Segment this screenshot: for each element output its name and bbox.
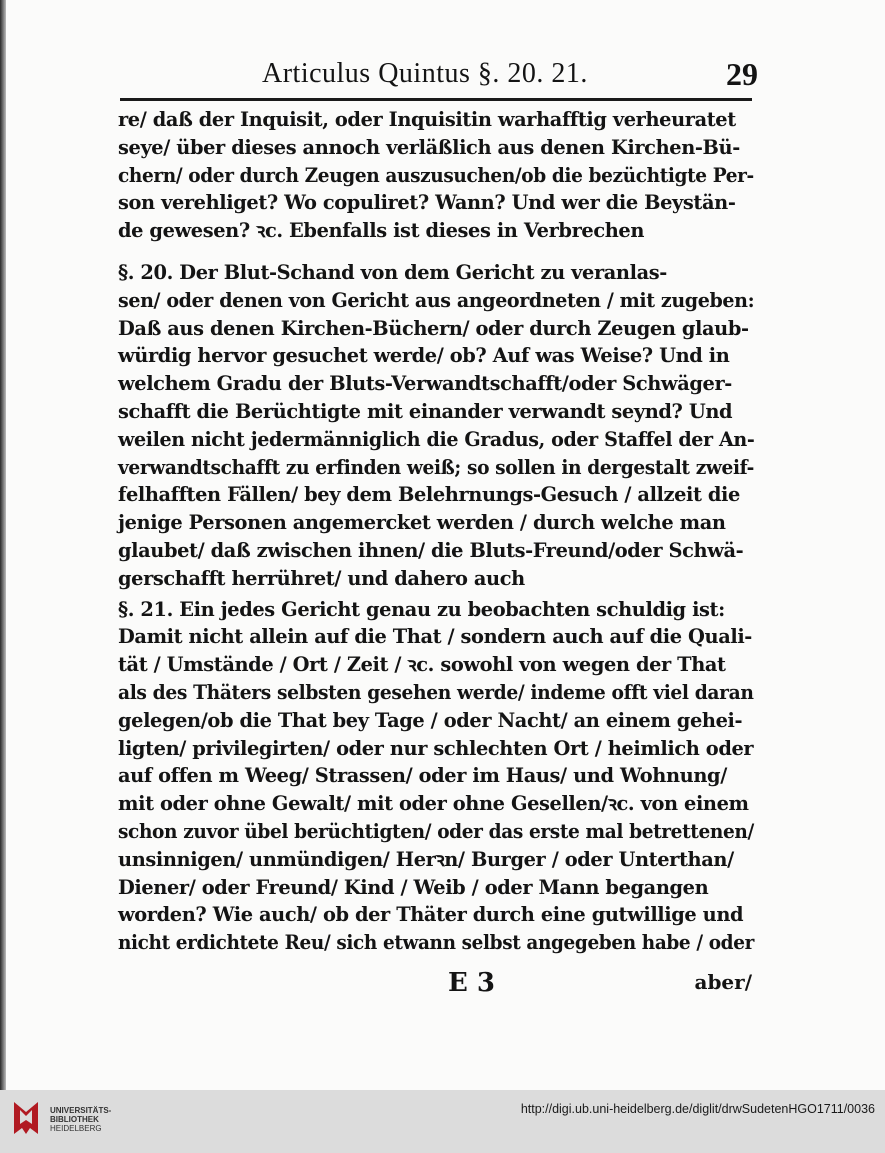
footer-bar xyxy=(0,1090,885,1153)
text-line: de gewesen? ꝛc. Ebenfalls ist dieses in Verbrechen xyxy=(118,219,645,243)
text-line: unsinnigen/ unmündigen/ Herꝛn/ Burger / oder Unterthan/ xyxy=(118,847,734,871)
text-line: welchem Gradu der Bluts-Verwandtschafft/oder Schwäger- xyxy=(118,372,732,396)
text-line: glaubet/ daß zwischen ihnen/ die Bluts-Freund/oder Schwä- xyxy=(118,539,744,562)
text-line: §. 20. Der Blut-Schand von dem Gericht zu veranlas- xyxy=(118,261,667,284)
text-line: chern/ oder durch Zeugen auszusuchen/ob die bezüchtigte Per- xyxy=(118,163,754,187)
text-line: schon zuvor übel berüchtigten/ oder das erste mal betrettenen/ xyxy=(118,820,754,843)
text-line: würdig hervor gesuchet werde/ ob? Auf was Weise? Und in xyxy=(118,344,730,368)
text-line: re/ daß der Inquisit, oder Inquisitin warhafftig verheuratet xyxy=(118,108,736,131)
text-line: sen/ oder denen von Gericht aus angeordneten / mit zugeben: xyxy=(118,288,755,312)
catch-line xyxy=(118,968,758,1000)
library-logo-text: UNIVERSITÄTS- BIBLIOTHEK HEIDELBERG xyxy=(50,1106,112,1133)
header-rule xyxy=(120,98,752,101)
text-line: worden? Wie auch/ ob der Thäter durch eine gutwillige und xyxy=(118,903,744,927)
text-line: weilen nicht jedermänniglich die Gradus, oder Staffel der An- xyxy=(118,427,755,451)
text-line: Diener/ oder Freund/ Kind / Weib / oder Mann begangen xyxy=(118,875,709,899)
page-number: 29 xyxy=(726,56,758,92)
text-line: Daß aus denen Kirchen-Büchern/ oder durch Zeugen glaub- xyxy=(118,316,749,340)
text-line: verwandtschafft zu erfinden weiß; so sollen in dergestalt zweif- xyxy=(118,455,754,479)
text-line: mit oder ohne Gewalt/ mit oder ohne Gesellen/ꝛc. von einem xyxy=(118,792,749,816)
text-line: felhafften Fällen/ bey dem Belehrnungs-Gesuch / allzeit die xyxy=(118,483,740,507)
library-logo-icon xyxy=(10,1098,42,1138)
source-url-link[interactable]: http://digi.ub.uni-heidelberg.de/diglit/drwSudetenHGO1711/0036 xyxy=(520,1102,875,1116)
text-line: schafft die Berüchtigte mit einander verwandt seynd? Und xyxy=(118,400,733,423)
text-line: seye/ über dieses annoch verläßlich aus denen Kirchen-Bü- xyxy=(118,135,740,159)
page-header xyxy=(120,58,760,98)
text-line: als des Thäters selbsten gesehen werde/ indeme offt viel daran xyxy=(118,681,754,704)
text-line: auf offen m Weeg/ Strassen/ oder im Haus/ und Wohnung/ xyxy=(118,764,727,788)
text-line: ligten/ privilegirten/ oder nur schlechten Ort / heimlich oder xyxy=(118,736,754,760)
text-line: nicht erdichtete Reu/ sich etwann selbst angegeben habe / oder xyxy=(118,931,754,955)
signature-mark: E 3 xyxy=(448,968,495,998)
catchword: aber/ xyxy=(694,970,752,994)
text-line: gelegen/ob die That bey Tage / oder Nacht/ an einem gehei- xyxy=(118,708,743,732)
text-line: son verehliget? Wo copuliret? Wann? Und wer die Beystän- xyxy=(118,191,736,215)
text-line: tät / Umstände / Ort / Zeit / ꝛc. sowohl von wegen der That xyxy=(118,653,726,677)
text-line: jenige Personen angemercket werden / durch welche man xyxy=(118,511,726,535)
text-line: Damit nicht allein auf die That / sondern auch auf die Quali- xyxy=(118,625,752,649)
text-line: §. 21. Ein jedes Gericht genau zu beobachten schuldig ist: xyxy=(118,597,725,621)
text-line: gerschafft herrühret/ und dahero auch xyxy=(118,566,525,590)
running-title: Articulus Quintus §. 20. 21. xyxy=(262,58,588,89)
